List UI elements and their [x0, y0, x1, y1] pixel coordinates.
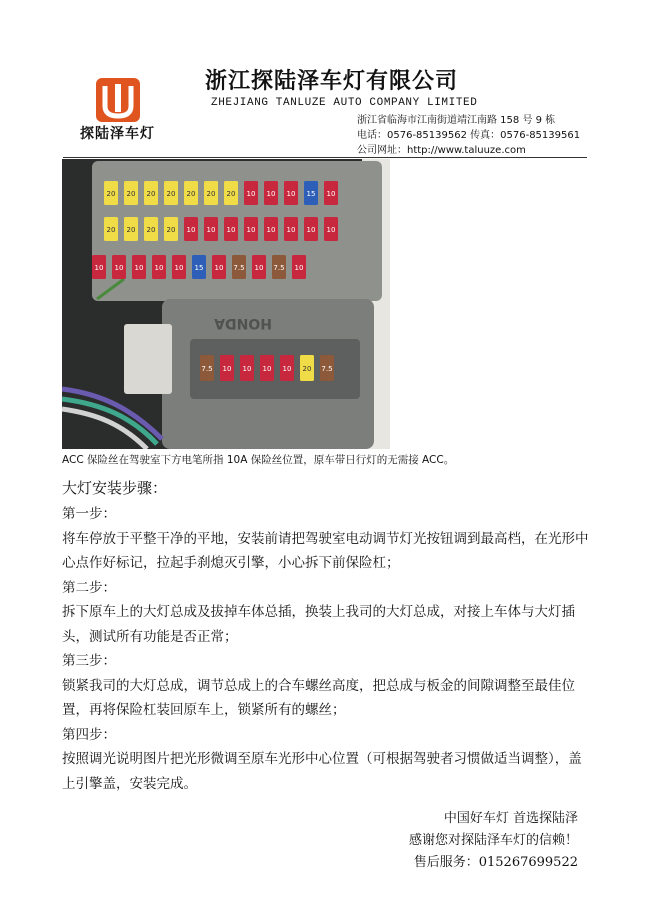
fuse-panel-lower: [190, 339, 360, 399]
fuse-label-1-3: 20: [146, 190, 156, 198]
step-1-text: 将车停放于平整干净的平地，安装前请把驾驶室电动调节灯光按钮调到最高档，在光形中心点作好标记，拉起手刹熄灭引擎，小心拆下前保险杠；: [62, 530, 589, 571]
fuse-label-4-1: 7.5: [201, 365, 213, 373]
fuse-label-4-6: 20: [302, 365, 312, 373]
fuse-label-2-3: 20: [146, 226, 156, 234]
cover-brand-text: HONDA: [214, 315, 272, 331]
footer: [409, 808, 578, 874]
fuse-label-2-4: 20: [166, 226, 176, 234]
company-name-cn: 浙江探陆泽车灯有限公司: [205, 69, 459, 94]
fuse-label-2-5: 10: [186, 226, 196, 234]
fuse-label-3-8: 7.5: [233, 264, 245, 272]
fuse-box-illustration: [62, 159, 390, 449]
fuse-label-1-10: 10: [286, 190, 296, 198]
fuse-label-2-11: 10: [306, 226, 316, 234]
step-3-label: 第三步：: [62, 653, 116, 669]
step-1-label: 第一步：: [62, 506, 116, 522]
fuse-label-1-2: 20: [126, 190, 136, 198]
fuse-label-3-3: 10: [134, 264, 144, 272]
fuse-label-1-6: 20: [206, 190, 216, 198]
fuse-label-3-7: 10: [214, 264, 224, 272]
footer-service: 售后服务：015267699522: [413, 855, 578, 870]
step-4-text: 按照调光说明图片把光形微调至原车光形中心位置（可根据驾驶者习惯做适当调整），盖上引擎盖，安装完成。: [62, 751, 582, 792]
fuse-box-photo: [62, 159, 390, 449]
steps-list: [62, 502, 592, 796]
company-logo: [96, 78, 140, 122]
fuse-label-4-4: 10: [262, 365, 272, 373]
step-4-label: 第四步：: [62, 726, 116, 743]
fuse-label-1-11: 15: [306, 190, 316, 198]
fuse-label-1-5: 20: [186, 190, 196, 198]
fuse-label-3-10: 7.5: [273, 264, 285, 272]
fuse-label-1-12: 10: [326, 190, 336, 198]
fuse-label-1-4: 20: [166, 190, 176, 198]
company-phone: 电话：0576-85139562 传真：0576-85139561: [357, 130, 581, 141]
fuse-label-2-2: 20: [126, 226, 136, 234]
fuse-label-4-3: 10: [242, 365, 252, 373]
logo-text: 探陆泽车灯: [80, 126, 155, 142]
fuse-label-4-7: 7.5: [321, 365, 333, 373]
connector-plug: [124, 324, 172, 394]
fuse-label-3-4: 10: [154, 264, 164, 272]
fuse-label-3-5: 10: [174, 264, 184, 272]
fuse-label-1-8: 10: [246, 190, 256, 198]
fuse-label-3-9: 10: [254, 264, 264, 272]
fuse-label-3-11: 10: [294, 264, 304, 272]
fuse-label-4-2: 10: [222, 365, 232, 373]
fuse-label-3-2: 10: [114, 264, 124, 272]
fuse-label-2-10: 10: [286, 226, 296, 234]
fuse-label-1-9: 10: [266, 190, 276, 198]
fuse-label-2-6: 10: [206, 226, 216, 234]
footer-slogan: 中国好车灯 首选探陆泽: [443, 811, 578, 826]
company-name-en: ZHEJIANG TANLUZE AUTO COMPANY LIMITED: [211, 97, 478, 109]
fuse-label-3-1: 10: [94, 264, 104, 272]
fuse-label-2-8: 10: [246, 226, 256, 234]
fuse-label-4-5: 10: [282, 365, 292, 373]
fuse-label-3-6: 15: [194, 264, 204, 272]
step-3-text: 锁紧我司的大灯总成，调节总成上的合车螺丝高度，把总成与板金的间隙调整至最佳位置，再将保险杠装回原车上，锁紧所有的螺丝；: [62, 677, 575, 718]
fuse-label-2-7: 10: [226, 226, 236, 234]
company-website: 公司网址：http://www.taluuze.com: [357, 145, 526, 156]
footer-thanks: 感谢您对探陆泽车灯的信赖！: [408, 833, 578, 848]
fuse-label-1-1: 20: [106, 190, 116, 198]
photo-caption: ACC 保险丝在驾驶室下方电笔所指 10A 保险丝位置，原车带日行灯的无需接 ACC。: [62, 454, 455, 466]
fuse-label-1-7: 20: [226, 190, 236, 198]
steps-heading: 大灯安装步骤：: [62, 479, 168, 497]
fuse-label-2-12: 10: [326, 226, 336, 234]
fuse-label-2-9: 10: [266, 226, 276, 234]
step-2-label: 第二步：: [62, 579, 116, 596]
fuse-label-2-1: 20: [106, 226, 116, 234]
logo-center-bar: [115, 84, 121, 112]
step-2-text: 拆下原车上的大灯总成及拔掉车体总插，换装上我司的大灯总成，对接上车体与大灯插头，测试所有功能是否正常；: [62, 604, 575, 645]
header-divider: [63, 157, 587, 158]
company-address: 浙江省临海市江南街道靖江南路 158 号 9 栋: [357, 115, 556, 126]
